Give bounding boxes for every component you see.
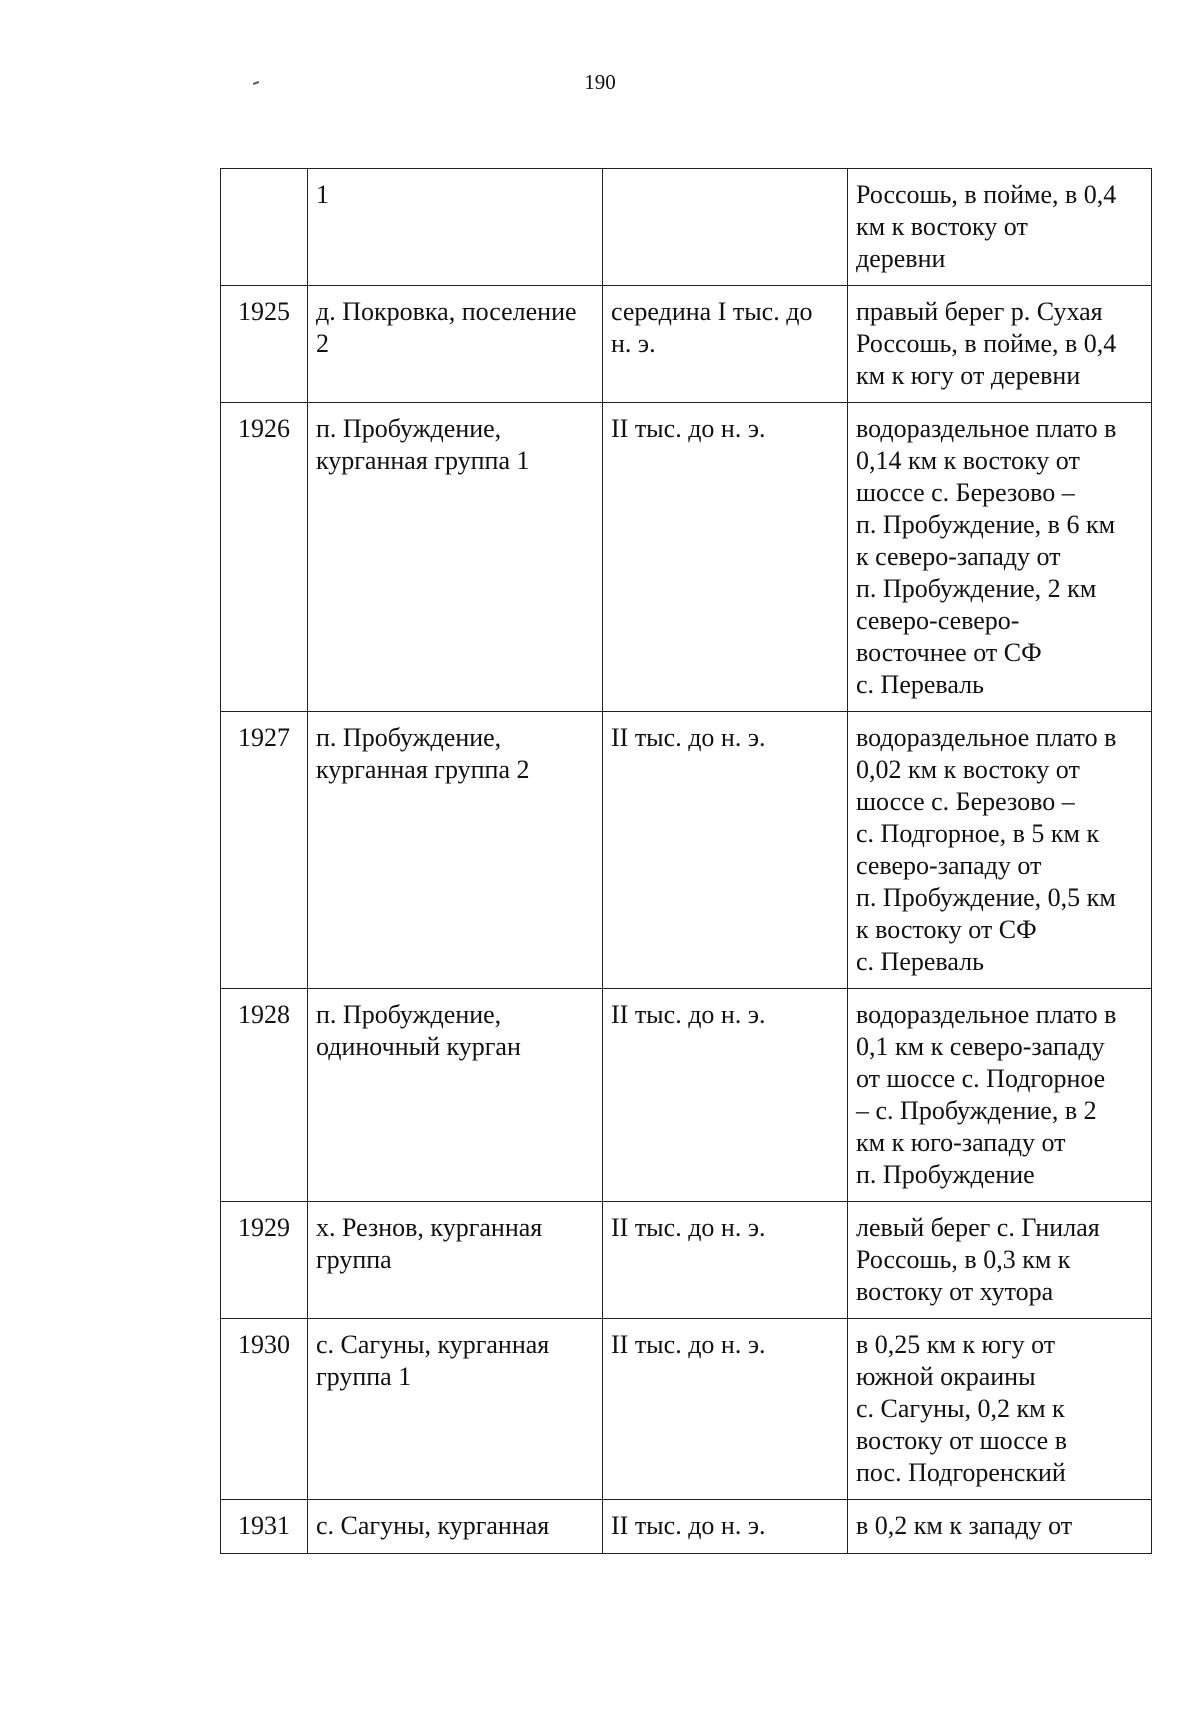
cell-line: с. Сагуны, курганная bbox=[316, 1330, 550, 1359]
cell-line: левый берег с. Гнилая bbox=[856, 1213, 1100, 1242]
cell-line: Россошь, в 0,3 км к bbox=[856, 1245, 1071, 1274]
cell-line: п. Пробуждение, 2 км bbox=[856, 574, 1097, 603]
cell-line: водораздельное плато в bbox=[856, 414, 1117, 443]
location-cell bbox=[848, 989, 1152, 1202]
row-number-cell: 1926 bbox=[221, 403, 308, 712]
cell-line: п. Пробуждение, bbox=[316, 1000, 502, 1029]
cell-line: п. Пробуждение, в 6 км bbox=[856, 510, 1116, 539]
object-name-cell bbox=[308, 1202, 603, 1319]
table-row bbox=[221, 286, 1152, 403]
object-name-cell bbox=[308, 712, 603, 989]
page-number: 190 bbox=[584, 70, 616, 94]
cell-line: II тыс. до н. э. bbox=[611, 414, 766, 443]
dating-cell bbox=[603, 403, 848, 712]
cell-line: н. э. bbox=[611, 329, 656, 358]
cell-line: км к востоку от bbox=[856, 212, 1028, 241]
location-cell bbox=[848, 286, 1152, 403]
cell-line: деревни bbox=[856, 244, 946, 273]
cell-line: курганная группа 2 bbox=[316, 755, 530, 784]
cell-line: II тыс. до н. э. bbox=[611, 1000, 766, 1029]
object-name-cell bbox=[308, 286, 603, 403]
cell-line: 0,1 км к северо-западу bbox=[856, 1032, 1105, 1061]
cell-line: южной окраины bbox=[856, 1362, 1036, 1391]
row-number-cell: 1930 bbox=[221, 1319, 308, 1500]
dating-cell bbox=[603, 169, 848, 286]
dating-cell bbox=[603, 1202, 848, 1319]
cell-line: пос. Подгоренский bbox=[856, 1458, 1066, 1487]
cell-line: к северо-западу от bbox=[856, 542, 1061, 571]
cell-line: от шоссе с. Подгорное bbox=[856, 1064, 1106, 1093]
location-cell bbox=[848, 169, 1152, 286]
table-row bbox=[221, 989, 1152, 1202]
cell-line: в 0,25 км к югу от bbox=[856, 1330, 1056, 1359]
table-row bbox=[221, 1319, 1152, 1500]
dating-cell bbox=[603, 1319, 848, 1500]
cell-line: Россошь, в пойме, в 0,4 bbox=[856, 329, 1117, 358]
cell-line: II тыс. до н. э. bbox=[611, 1511, 766, 1540]
cell-line: с. Подгорное, в 5 км к bbox=[856, 819, 1100, 848]
table-row bbox=[221, 1202, 1152, 1319]
cell-line: км к югу от деревни bbox=[856, 361, 1081, 390]
dating-cell bbox=[603, 1500, 848, 1554]
cell-line: п. Пробуждение, bbox=[316, 723, 502, 752]
cell-line: правый берег р. Сухая bbox=[856, 297, 1103, 326]
cell-line: курганная группа 1 bbox=[316, 446, 530, 475]
location-cell bbox=[848, 403, 1152, 712]
object-name-cell bbox=[308, 1319, 603, 1500]
cell-line: 0,14 км к востоку от bbox=[856, 446, 1080, 475]
dating-cell bbox=[603, 989, 848, 1202]
row-number-cell: 1928 bbox=[221, 989, 308, 1202]
cell-line: востоку от хутора bbox=[856, 1277, 1054, 1306]
location-cell bbox=[848, 1500, 1152, 1554]
dating-cell bbox=[603, 286, 848, 403]
table-row bbox=[221, 1500, 1152, 1554]
row-number-cell: 1927 bbox=[221, 712, 308, 989]
cell-line: шоссе с. Березово – bbox=[856, 787, 1075, 816]
cell-line: 1 bbox=[316, 180, 329, 209]
cell-line: с. Переваль bbox=[856, 670, 984, 699]
location-cell bbox=[848, 1319, 1152, 1500]
cell-line: д. Покровка, поселение bbox=[316, 297, 577, 326]
table-body bbox=[221, 169, 1152, 1554]
row-number-cell: 1929 bbox=[221, 1202, 308, 1319]
cell-line: II тыс. до н. э. bbox=[611, 1330, 766, 1359]
cell-line: группа bbox=[316, 1245, 392, 1274]
cell-line: шоссе с. Березово – bbox=[856, 478, 1075, 507]
cell-line: 2 bbox=[316, 329, 329, 358]
cell-line: с. Сагуны, курганная bbox=[316, 1511, 550, 1540]
dating-cell bbox=[603, 712, 848, 989]
cell-line: км к юго-западу от bbox=[856, 1128, 1066, 1157]
table-row bbox=[221, 169, 1152, 286]
cell-line: востоку от шоссе в bbox=[856, 1426, 1067, 1455]
heritage-registry-table bbox=[220, 168, 1152, 1554]
row-number-cell: 1931 bbox=[221, 1500, 308, 1554]
cell-line: II тыс. до н. э. bbox=[611, 1213, 766, 1242]
cell-line: северо-северо- bbox=[856, 606, 1020, 635]
cell-line: восточнее от СФ bbox=[856, 638, 1042, 667]
object-name-cell bbox=[308, 169, 603, 286]
cell-line: группа 1 bbox=[316, 1362, 412, 1391]
cell-line: водораздельное плато в bbox=[856, 723, 1117, 752]
cell-line: одиночный курган bbox=[316, 1032, 521, 1061]
object-name-cell bbox=[308, 989, 603, 1202]
location-cell bbox=[848, 1202, 1152, 1319]
cell-line: п. Пробуждение, bbox=[316, 414, 502, 443]
cell-line: 0,02 км к востоку от bbox=[856, 755, 1080, 784]
row-number-cell: 1925 bbox=[221, 286, 308, 403]
cell-line: середина I тыс. до bbox=[611, 297, 813, 326]
cell-line: с. Сагуны, 0,2 км к bbox=[856, 1394, 1065, 1423]
cell-line: с. Переваль bbox=[856, 947, 984, 976]
table-row bbox=[221, 403, 1152, 712]
object-name-cell bbox=[308, 403, 603, 712]
cell-line: северо-западу от bbox=[856, 851, 1042, 880]
cell-line: водораздельное плато в bbox=[856, 1000, 1117, 1029]
location-cell bbox=[848, 712, 1152, 989]
cell-line: п. Пробуждение bbox=[856, 1160, 1035, 1189]
cell-line: к востоку от СФ bbox=[856, 915, 1037, 944]
cell-line: х. Резнов, курганная bbox=[316, 1213, 543, 1242]
cell-line: в 0,2 км к западу от bbox=[856, 1511, 1073, 1540]
row-number-cell bbox=[221, 169, 308, 286]
cell-line: – с. Пробуждение, в 2 bbox=[856, 1096, 1097, 1125]
cell-line: II тыс. до н. э. bbox=[611, 723, 766, 752]
cell-line: п. Пробуждение, 0,5 км bbox=[856, 883, 1116, 912]
cell-line: Россошь, в пойме, в 0,4 bbox=[856, 180, 1117, 209]
table-row bbox=[221, 712, 1152, 989]
object-name-cell bbox=[308, 1500, 603, 1554]
